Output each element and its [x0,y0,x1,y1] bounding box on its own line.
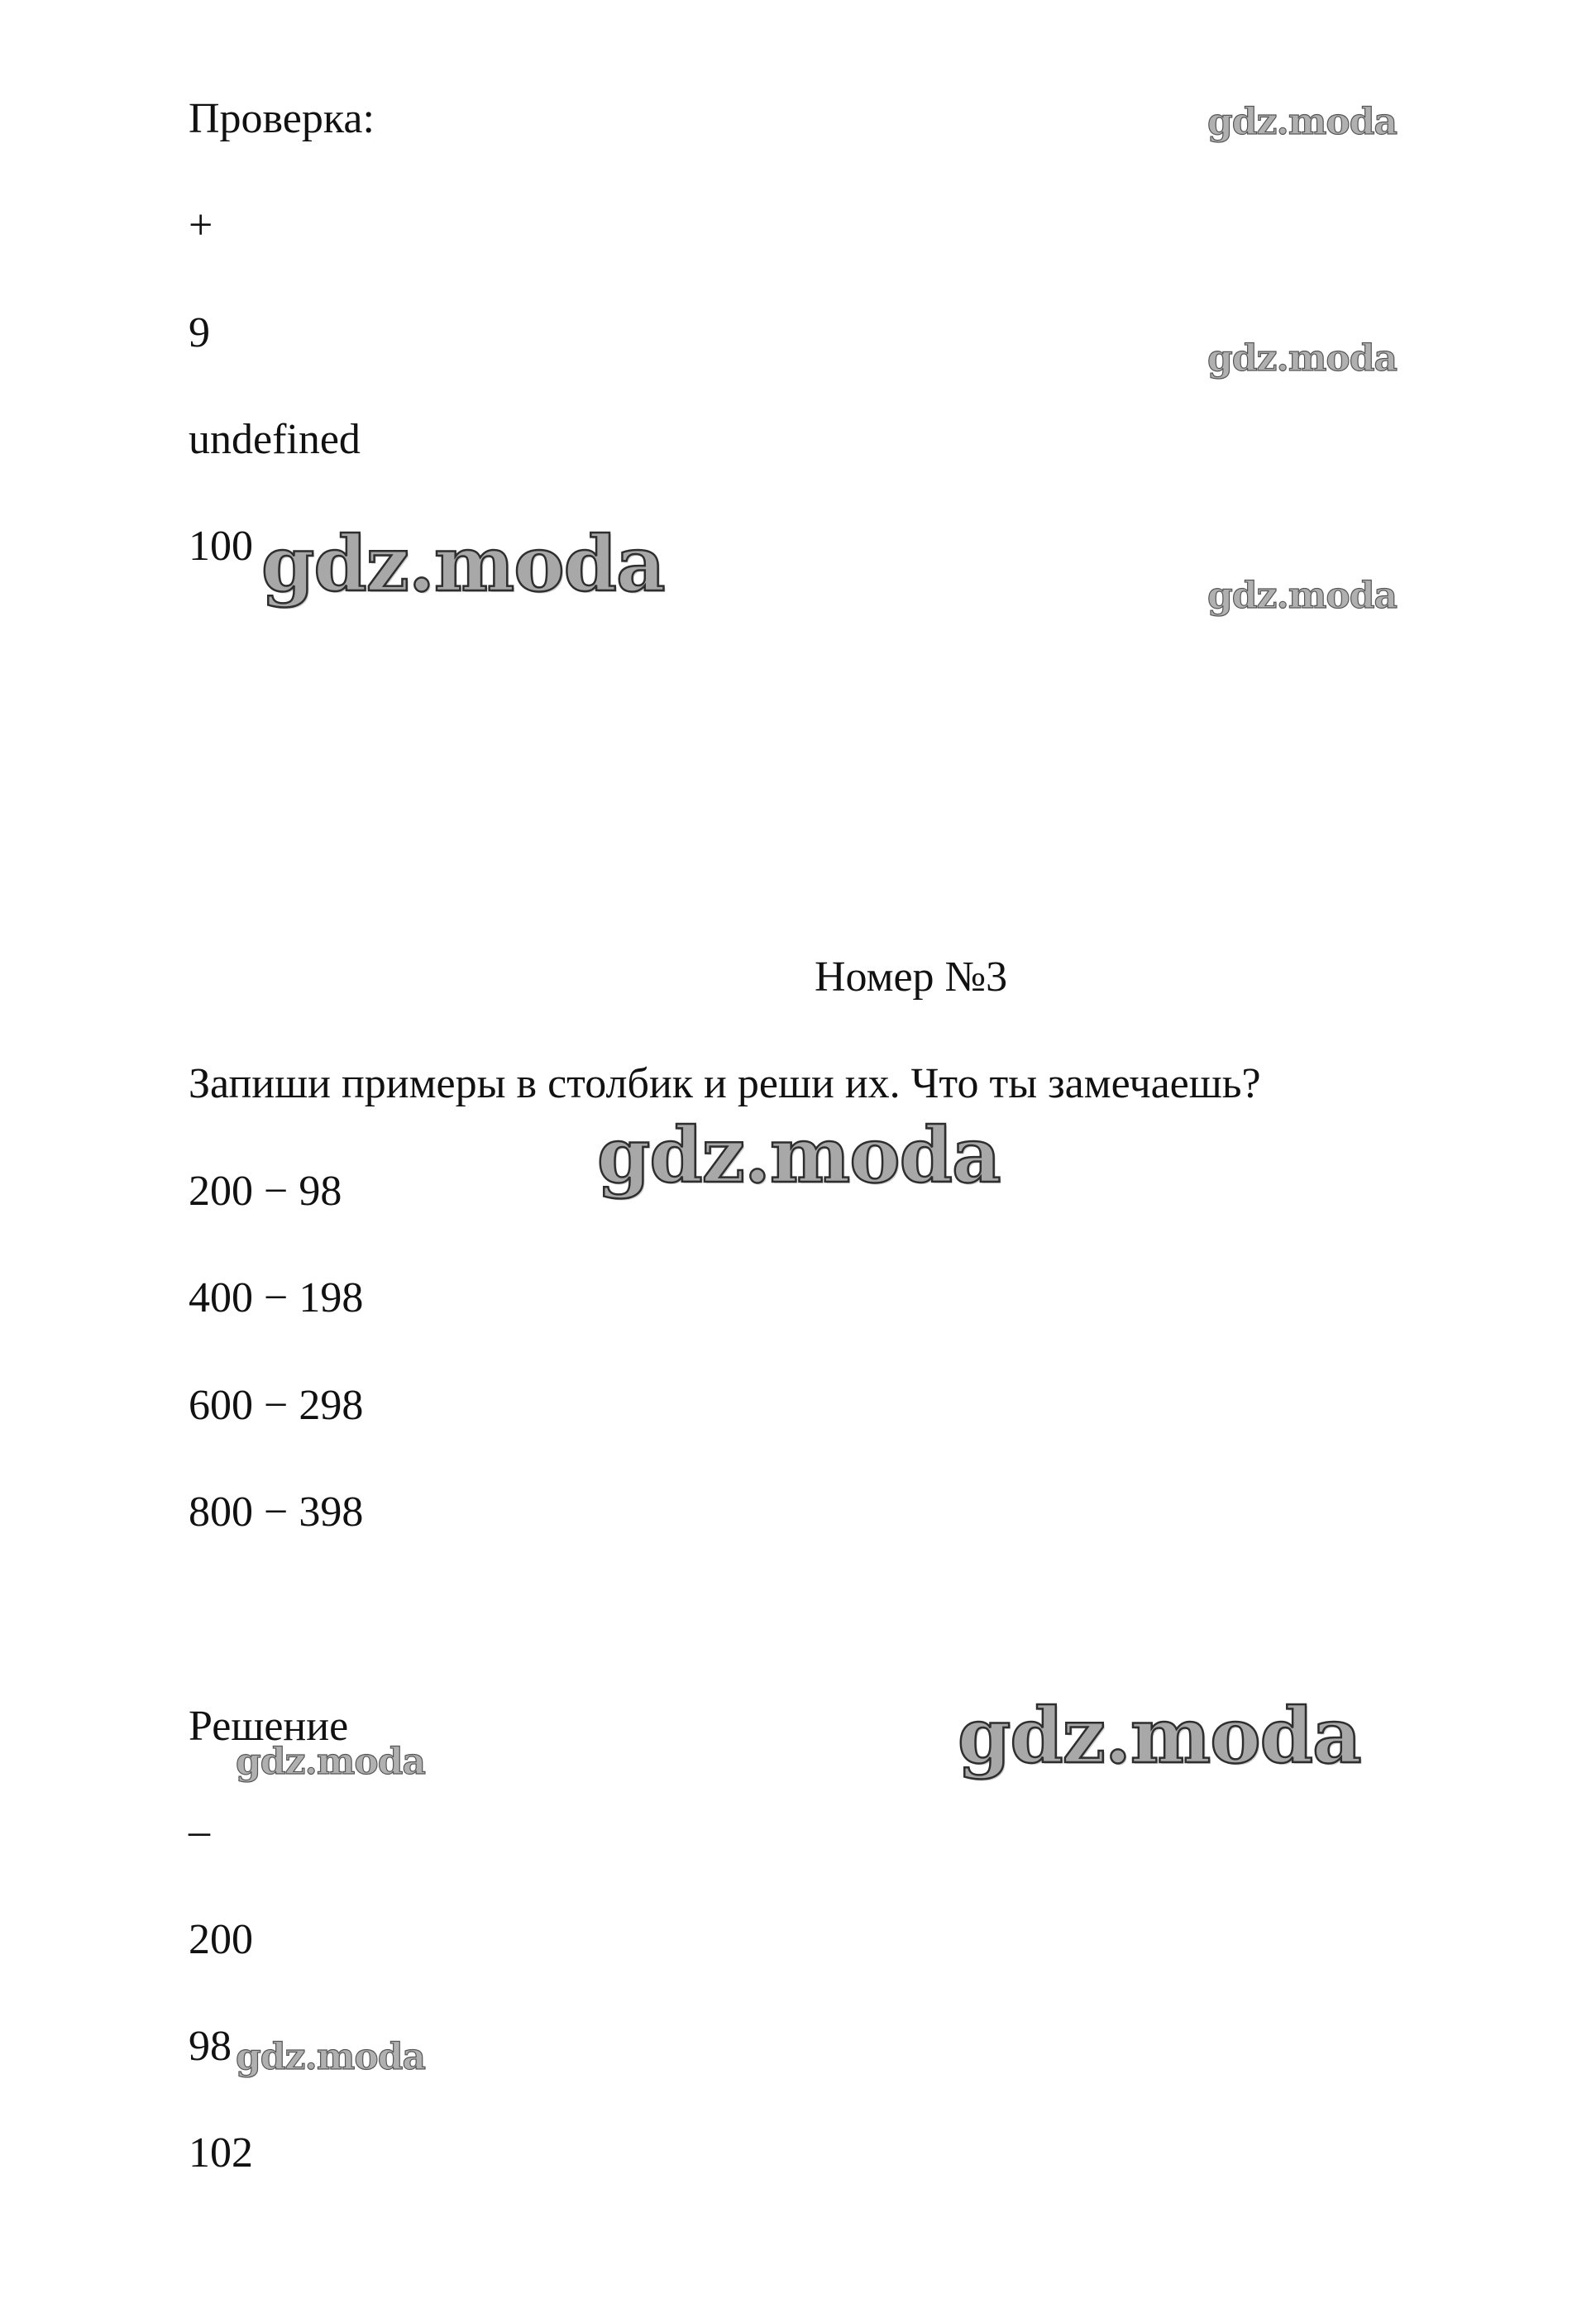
solution-subtrahend: 98 [189,2023,232,2070]
task-example-1: 200 − 98 [189,1168,342,1215]
solution-operator: – [189,1808,210,1855]
watermark-logo: gdz.moda [597,1111,1001,1200]
watermark-logo: gdz.moda [1207,101,1398,143]
watermark-logo: gdz.moda [261,519,665,609]
solution-label: Решение [189,1703,349,1750]
solution-minuend: 200 [189,1916,253,1963]
check-operator: + [189,202,213,249]
task-heading: Номер №3 [815,953,1008,1001]
watermark-logo: gdz.moda [236,1741,426,1783]
solution-difference: 102 [189,2129,253,2177]
check-operand: 9 [189,309,210,356]
watermark-logo: gdz.moda [1207,337,1398,380]
task-example-3: 600 − 298 [189,1382,364,1429]
check-result: 100 [189,523,253,570]
check-label: Проверка: [189,95,375,142]
watermark-logo: gdz.moda [1207,575,1398,617]
check-undefined-value: undefined [189,416,361,463]
task-instruction: Запиши примеры в столбик и реши их. Что ты замечаешь? [189,1060,1261,1107]
task-example-2: 400 − 198 [189,1274,364,1321]
watermark-logo: gdz.moda [958,1691,1361,1780]
task-example-4: 800 − 398 [189,1488,364,1536]
watermark-logo: gdz.moda [236,2036,426,2078]
